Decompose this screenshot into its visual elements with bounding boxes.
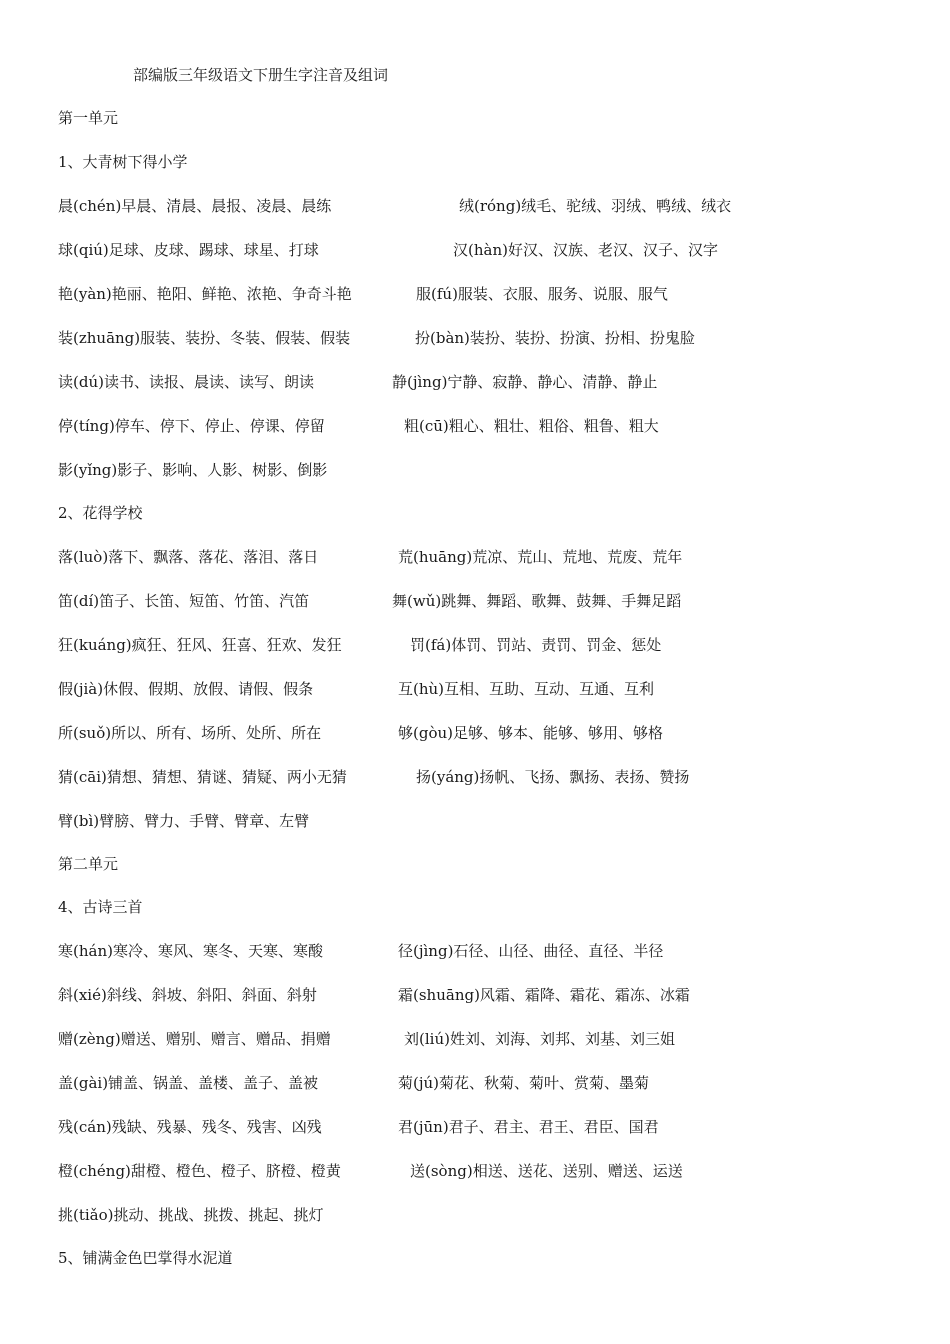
lesson-heading: 4、古诗三首 [58,898,143,916]
word-entry: 舞(wǔ)跳舞、舞蹈、歌舞、鼓舞、手舞足蹈 [392,592,682,610]
word-entry: 残(cán)残缺、残暴、残冬、残害、凶残 [58,1118,322,1136]
unit-heading: 第二单元 [58,855,119,873]
word-entry: 荒(huāng)荒凉、荒山、荒地、荒废、荒年 [398,548,683,566]
lesson-heading: 1、大青树下得小学 [58,153,188,171]
word-entry: 服(fú)服装、衣服、服务、说服、服气 [416,285,668,303]
lesson-heading: 2、花得学校 [58,504,143,522]
word-entry: 橙(chéng)甜橙、橙色、橙子、脐橙、橙黄 [58,1162,341,1180]
word-entry: 笛(dí)笛子、长笛、短笛、竹笛、汽笛 [58,592,310,610]
word-entry: 影(yǐng)影子、影响、人影、树影、倒影 [58,461,328,479]
word-entry: 晨(chén)早晨、清晨、晨报、凌晨、晨练 [58,197,332,215]
word-entry: 挑(tiǎo)挑动、挑战、挑拨、挑起、挑灯 [58,1206,324,1224]
word-entry: 霜(shuāng)风霜、霜降、霜花、霜冻、冰霜 [398,986,690,1004]
document-title: 部编版三年级语文下册生字注音及组词 [133,66,389,84]
word-entry: 静(jìng)宁静、寂静、静心、清静、静止 [392,373,658,391]
word-entry: 艳(yàn)艳丽、艳阳、鲜艳、浓艳、争奇斗艳 [58,285,352,303]
word-entry: 刘(liú)姓刘、刘海、刘邦、刘基、刘三姐 [404,1030,675,1048]
word-entry: 假(jià)休假、假期、放假、请假、假条 [58,680,314,698]
word-entry: 扮(bàn)装扮、装扮、扮演、扮相、扮鬼脸 [415,329,695,347]
word-entry: 球(qiú)足球、皮球、踢球、球星、打球 [58,241,319,259]
word-entry: 读(dú)读书、读报、晨读、读写、朗读 [58,373,314,391]
word-entry: 所(suǒ)所以、所有、场所、处所、所在 [58,724,322,742]
word-entry: 汉(hàn)好汉、汉族、老汉、汉子、汉字 [453,241,718,259]
word-entry: 赠(zèng)赠送、赠别、赠言、赠品、捐赠 [58,1030,331,1048]
word-entry: 径(jìng)石径、山径、曲径、直径、半径 [398,942,664,960]
word-entry: 绒(róng)绒毛、驼绒、羽绒、鸭绒、绒衣 [459,197,732,215]
word-entry: 盖(gài)铺盖、锅盖、盖楼、盖子、盖被 [58,1074,319,1092]
word-entry: 狂(kuáng)疯狂、狂风、狂喜、狂欢、发狂 [58,636,342,654]
word-entry: 斜(xié)斜线、斜坡、斜阳、斜面、斜射 [58,986,317,1004]
word-entry: 猜(cāi)猜想、猜想、猜谜、猜疑、两小无猜 [58,768,347,786]
word-entry: 寒(hán)寒冷、寒风、寒冬、天寒、寒酸 [58,942,323,960]
word-entry: 够(gòu)足够、够本、能够、够用、够格 [398,724,663,742]
word-entry: 臂(bì)臂膀、臂力、手臂、臂章、左臂 [58,812,310,830]
unit-heading: 第一单元 [58,109,119,127]
word-entry: 君(jūn)君子、君主、君王、君臣、国君 [398,1118,659,1136]
word-entry: 罚(fá)体罚、罚站、责罚、罚金、惩处 [410,636,662,654]
word-entry: 落(luò)落下、飘落、落花、落泪、落日 [58,548,319,566]
word-entry: 送(sòng)相送、送花、送别、赠送、运送 [410,1162,683,1180]
word-entry: 装(zhuāng)服装、装扮、冬装、假装、假装 [58,329,351,347]
word-entry: 停(tíng)停车、停下、停止、停课、停留 [58,417,325,435]
word-entry: 互(hù)互相、互助、互动、互通、互利 [398,680,655,698]
word-entry: 粗(cū)粗心、粗壮、粗俗、粗鲁、粗大 [404,417,659,435]
word-entry: 菊(jú)菊花、秋菊、菊叶、赏菊、墨菊 [398,1074,650,1092]
word-entry: 扬(yáng)扬帆、飞扬、飘扬、表扬、赞扬 [416,768,690,786]
lesson-heading: 5、铺满金色巴掌得水泥道 [58,1249,233,1267]
